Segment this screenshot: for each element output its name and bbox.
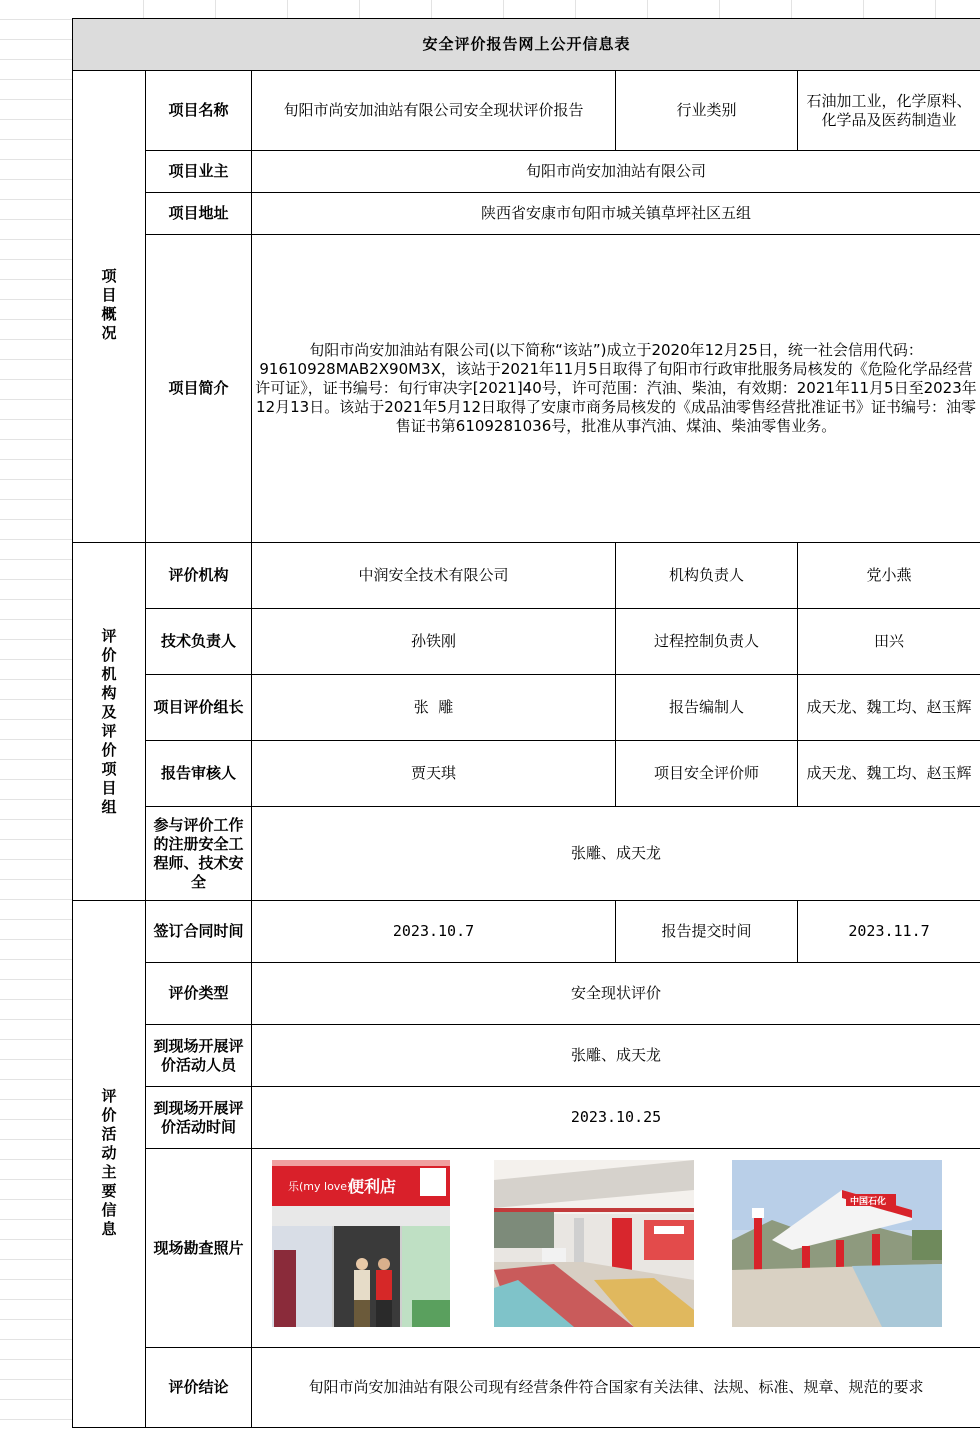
conclusion-value: 旬阳市尚安加油站有限公司现有经营条件符合国家有关法律、法规、标准、规章、规范的要求 [252, 1348, 980, 1428]
site-staff-label: 到现场开展评价活动人员 [146, 1025, 252, 1087]
team-leader-label: 项目评价组长 [146, 675, 252, 741]
site-photos-cell [252, 1149, 980, 1348]
agency-value: 中润安全技术有限公司 [252, 543, 616, 609]
agency-head-value: 党小燕 [798, 543, 980, 609]
safety-assessor-label: 项目安全评价师 [616, 741, 798, 807]
report-reviewer-value: 贾天琪 [252, 741, 616, 807]
disclosure-table [72, 18, 980, 1428]
section-org-label: 评价机构及评价项目组 [101, 627, 117, 816]
page-title: 安全评价报告网上公开信息表 [73, 19, 980, 71]
project-intro-value: 旬阳市尚安加油站有限公司(以下简称“该站”)成立于2020年12月25日，统一社会信用代码：91610928MAB2X90M3X，该站于2021年11月5日取得了旬阳市行政审批服务局核发的《危险化学品经营许可证》，证书编号：旬行审决字[2021]40号，许可范围：汽油、柴油，有效期：2021年11月5日至2023年12月13日。该站于2021年5月12日取得了安康市商务局核发的《成品油零售经营批准证书》证书编号：油零售证书第6109281036号，批准从事汽油、煤油、柴油零售业务。 [252, 235, 980, 543]
assessment-type-value: 安全现状评价 [252, 963, 980, 1025]
tech-head-value: 孙铁刚 [252, 609, 616, 675]
site-photos-label: 现场勘查照片 [146, 1149, 252, 1348]
project-address-label: 项目地址 [146, 193, 252, 235]
section-activity-label: 评价活动主要信息 [101, 1087, 117, 1238]
industry-label: 行业类别 [616, 71, 798, 151]
submit-date-label: 报告提交时间 [616, 901, 798, 963]
spreadsheet-grid-left [0, 0, 72, 1429]
engineers-value: 张雕、成天龙 [252, 807, 980, 901]
report-writer-label: 报告编制人 [616, 675, 798, 741]
contract-date-label: 签订合同时间 [146, 901, 252, 963]
team-leader-value: 张 雕 [252, 675, 616, 741]
store-sign: 便利店 [348, 1177, 397, 1196]
project-address-value: 陕西省安康市旬阳市城关镇草坪社区五组 [252, 193, 980, 235]
report-writer-value: 成天龙、魏工均、赵玉辉 [798, 675, 980, 741]
project-name-value: 旬阳市尚安加油站有限公司安全现状评价报告 [252, 71, 616, 151]
agency-label: 评价机构 [146, 543, 252, 609]
assessment-type-label: 评价类型 [146, 963, 252, 1025]
process-head-value: 田兴 [798, 609, 980, 675]
project-intro-label: 项目简介 [146, 235, 252, 543]
tech-head-label: 技术负责人 [146, 609, 252, 675]
contract-date-value: 2023.10.7 [252, 901, 616, 963]
industry-value: 石油加工业，化学原料、化学品及医药制造业 [798, 71, 980, 151]
spreadsheet-grid-top [72, 0, 980, 19]
project-owner-value: 旬阳市尚安加油站有限公司 [252, 151, 980, 193]
project-owner-label: 项目业主 [146, 151, 252, 193]
section-overview [73, 71, 146, 543]
agency-head-label: 机构负责人 [616, 543, 798, 609]
submit-date-value: 2023.11.7 [798, 901, 980, 963]
safety-assessor-value: 成天龙、魏工均、赵玉辉 [798, 741, 980, 807]
section-org [73, 543, 146, 901]
site-time-label: 到现场开展评价活动时间 [146, 1087, 252, 1149]
site-photo-store [272, 1160, 450, 1327]
process-head-label: 过程控制负责人 [616, 609, 798, 675]
site-photo-canopy [732, 1160, 942, 1327]
report-reviewer-label: 报告审核人 [146, 741, 252, 807]
store-sign-left: 乐(my love) [288, 1180, 352, 1193]
site-photo-pumps [494, 1160, 694, 1327]
site-staff-value: 张雕、成天龙 [252, 1025, 980, 1087]
project-name-label: 项目名称 [146, 71, 252, 151]
engineers-label: 参与评价工作的注册安全工程师、技术安全 [146, 807, 252, 901]
canopy-sign: 中国石化 [850, 1197, 887, 1207]
section-overview-label: 项目概况 [101, 267, 117, 342]
site-time-value: 2023.10.25 [252, 1087, 980, 1149]
conclusion-label: 评价结论 [146, 1348, 252, 1428]
section-activity [73, 901, 146, 1428]
